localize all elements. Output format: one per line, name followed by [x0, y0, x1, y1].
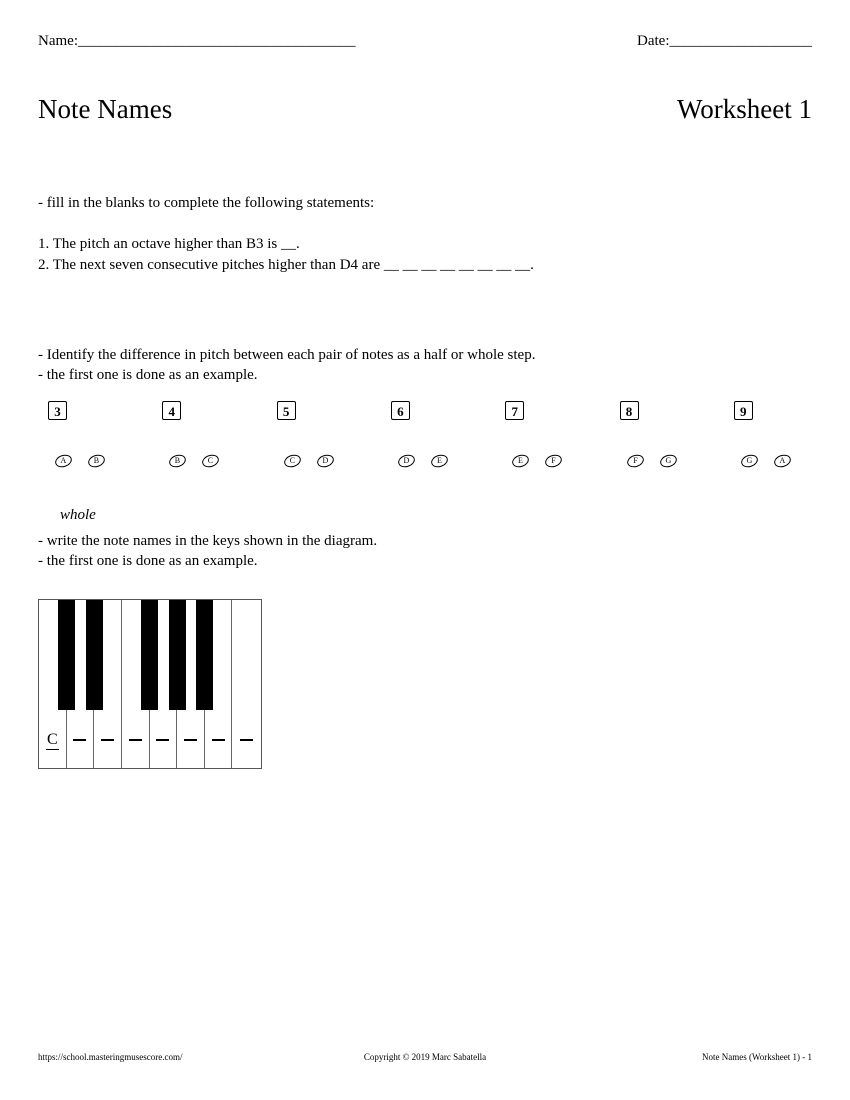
section2-instruction-line2: - the first one is done as an example.	[38, 367, 258, 383]
note-letter: B	[175, 456, 181, 466]
note-letter: E	[436, 456, 442, 466]
section2-instruction-line1: - Identify the difference in pitch between each pair of notes as a half or whole step.	[38, 347, 536, 363]
black-key[interactable]	[169, 600, 186, 710]
note-letter: B	[93, 456, 100, 466]
black-key[interactable]	[196, 600, 213, 710]
title-row	[38, 92, 812, 132]
note-letter: C	[208, 456, 214, 466]
white-key-label	[122, 734, 149, 750]
piano-keyboard-diagram	[38, 599, 262, 769]
white-key-label	[94, 734, 121, 750]
note-head	[429, 453, 449, 470]
name-label: Name:	[38, 33, 78, 49]
name-blank-line[interactable]: _____________________________________	[77, 33, 356, 49]
white-key-label	[67, 734, 94, 750]
measure-number-box: 6	[391, 401, 410, 420]
note-letter: D	[403, 456, 410, 466]
white-key-label	[39, 732, 66, 750]
measure-number-box: 4	[162, 401, 181, 420]
note-letter: G	[746, 456, 753, 466]
measure-number-box: 3	[48, 401, 67, 420]
section3-instruction-line2: - the first one is done as an example.	[38, 553, 258, 569]
section1-instruction: - fill in the blanks to complete the following statements:	[38, 195, 375, 211]
section3-instruction-line1: - write the note names in the keys shown in the diagram.	[38, 533, 378, 549]
note-letter: D	[322, 456, 328, 466]
date-blank-line[interactable]: ___________________	[669, 33, 812, 49]
question-2[interactable]: 2. The next seven consecutive pitches higher than D4 are __ __ __ __ __ __ __ __.	[38, 257, 534, 273]
white-key-label	[150, 734, 177, 750]
white-key-blank[interactable]	[240, 739, 253, 741]
note-head	[739, 453, 759, 470]
note-head	[201, 453, 221, 470]
note-head	[658, 453, 678, 470]
note-head	[396, 453, 416, 470]
date-label: Date:	[637, 33, 670, 49]
note-head	[54, 453, 74, 470]
note-head	[544, 453, 564, 470]
worksheet-header	[38, 33, 812, 57]
white-key-answer: C	[46, 731, 58, 748]
note-head	[511, 453, 531, 470]
white-key-blank[interactable]	[156, 739, 169, 741]
page-title: Note Names	[38, 94, 173, 124]
note-letter: E	[518, 456, 524, 466]
black-key[interactable]	[141, 600, 158, 710]
note-head	[315, 453, 335, 470]
name-field	[38, 33, 355, 50]
measure-number-box: 8	[620, 401, 639, 420]
measure-number-box: 9	[734, 401, 753, 420]
white-key-label	[177, 734, 204, 750]
note-head	[282, 453, 302, 470]
question-1[interactable]: 1. The pitch an octave higher than B3 is __.	[38, 236, 300, 252]
white-key[interactable]	[232, 600, 260, 768]
white-key-blank[interactable]	[212, 739, 225, 741]
example-answer-whole: whole	[60, 507, 96, 523]
footer-copyright: Copyright © 2019 Marc Sabatella	[363, 1052, 487, 1062]
note-letter: A	[779, 456, 786, 466]
note-letter: G	[665, 456, 671, 466]
white-key-blank[interactable]	[101, 739, 114, 741]
date-field	[637, 33, 812, 50]
note-letter: C	[289, 456, 295, 466]
note-head	[772, 453, 792, 470]
black-key[interactable]	[58, 600, 75, 710]
white-key-blank[interactable]	[73, 739, 86, 741]
measure-number-box: 5	[277, 401, 296, 420]
measure-number-box: 7	[505, 401, 524, 420]
footer-url[interactable]: https://school.masteringmusescore.com/	[38, 1052, 183, 1062]
black-key[interactable]	[86, 600, 103, 710]
note-letter: F	[632, 456, 638, 466]
white-key-label	[205, 734, 232, 750]
footer-page-reference: Note Names (Worksheet 1) - 1	[702, 1052, 812, 1062]
page-footer	[38, 1050, 812, 1064]
white-key-blank[interactable]	[129, 739, 142, 741]
white-key-label	[232, 734, 260, 750]
worksheet-number: Worksheet 1	[676, 94, 812, 124]
white-key-blank[interactable]	[184, 739, 197, 741]
note-head	[87, 453, 107, 470]
note-head	[168, 453, 188, 470]
note-head	[625, 453, 645, 470]
note-letter: A	[60, 456, 67, 466]
note-letter: F	[551, 456, 556, 466]
